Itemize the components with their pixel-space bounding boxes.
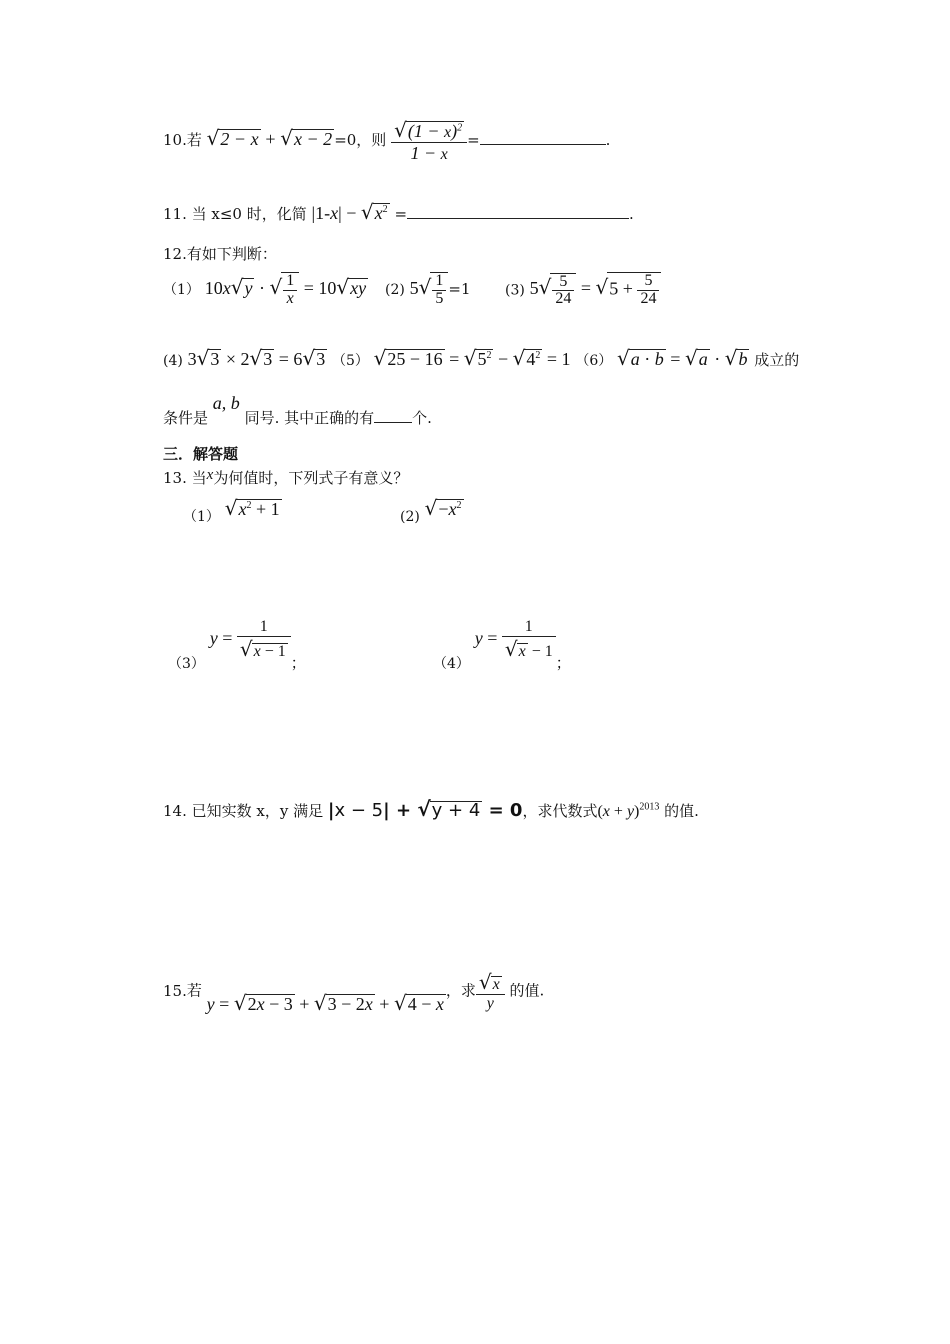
q12-items-4-6 — [163, 346, 799, 370]
q12-label-3: (3) — [505, 282, 525, 299]
q10-sqrt-x-minus-2: √x − 2 — [280, 126, 333, 150]
q15-end: 的值. — [509, 981, 545, 1000]
q13-expr-3: y = $\frac{1}{√x - 1}$ — [210, 628, 291, 648]
q10-prefix: 若 — [186, 131, 202, 149]
q10-number: 10. — [163, 131, 187, 149]
q15-mid: ，求 — [445, 981, 476, 1000]
q13-pre: 当 — [191, 469, 207, 487]
q13-expr-2: $√-x^2$ — [424, 496, 462, 520]
section-title: 三．解答题 — [163, 445, 239, 463]
q12-label-2: (2) — [385, 281, 405, 298]
q12-label-1: （1） — [163, 281, 200, 298]
q14-text: 已知实数 x，y 满足 — [191, 802, 324, 820]
q11-end: . — [629, 205, 634, 223]
q12-expr-2: 5√ $\frac{1}{5}$ — [410, 278, 449, 298]
q13-semi-3: ； — [290, 653, 306, 672]
q13-item-4 — [433, 618, 571, 672]
q12-expr-4: 3√3 × 2√3 = 6√3 — [187, 346, 326, 370]
q12-label-6: （6） — [575, 353, 613, 369]
q10-answer-blank[interactable] — [480, 130, 606, 145]
q13-label-2: (2) — [400, 509, 420, 525]
q12-item-2 — [385, 272, 471, 308]
q12-expr-6: √a · b = √a · √b — [617, 346, 748, 370]
q12-expr-1: 10x√y · √ $\frac{1}{x}$ = 10√xy — [204, 272, 367, 307]
question-10: 10.若 √2 − x + √x − 2 =0，则 $\frac{√(1 - x)^2}{1 - x}$ = . — [163, 118, 611, 163]
q14-condition-expr: |x − 5| + √y + 4 = 0 — [327, 797, 523, 821]
q11-answer-blank[interactable] — [407, 204, 629, 219]
q10-fraction: $\frac{√(1 - x)^2}{1 - x}$ — [391, 118, 467, 164]
q12-label-5: （5） — [331, 353, 369, 369]
q13-item-1 — [183, 496, 282, 526]
q13-item-2 — [400, 496, 464, 526]
q10-end: . — [605, 131, 611, 149]
question-12-title — [163, 243, 277, 264]
q14-power: 2013 — [639, 801, 660, 813]
q11-number: 11. — [163, 205, 187, 223]
q15-pre: 若 — [186, 981, 202, 1000]
q13-expr-1: $√x^2 + 1$ — [224, 496, 280, 520]
q15-fraction: $\frac{√x}{y}$ — [476, 970, 505, 1013]
q13-semi-4: ； — [555, 653, 571, 672]
q11-equals: = — [394, 205, 408, 223]
question-11 — [163, 200, 634, 224]
q13-label-4: （4） — [433, 655, 470, 672]
q12-label-4: (4) — [163, 353, 183, 369]
q12-cond-pre: 条件是 — [163, 409, 209, 427]
q10-equals: = — [467, 131, 480, 149]
q12-number: 12. — [163, 245, 187, 263]
q13-expr-4: y = $\frac{1}{√x - 1}$ — [475, 628, 556, 648]
q13-label-1: （1） — [183, 509, 220, 525]
question-15 — [163, 970, 544, 1013]
q10-sqrt-2-minus-x: √2 − x — [206, 126, 259, 150]
q14-expr: $(x + y)^{2013}$ — [597, 801, 660, 820]
q13-item-3 — [168, 618, 306, 672]
question-14 — [163, 797, 699, 821]
q13-post: 为何值时，下列式子有意义？ — [213, 469, 409, 487]
q12-cond-post: 同号. 其中正确的有 — [244, 409, 375, 427]
q12-eq-2: =1 — [448, 279, 471, 298]
q13-label-3: （3） — [168, 655, 205, 672]
q14-mid: ，求代数式 — [522, 802, 598, 820]
q12-expr-3: 5√ $\frac{5}{24}$ = √5 + $\frac{5}{24}$ — [530, 278, 662, 298]
q12-cond-vars: a, b — [212, 393, 240, 413]
q10-condition: =0，则 — [334, 131, 387, 149]
q15-expr: y = √2x − 3 + √3 − 2x + √4 − x — [206, 990, 444, 1015]
q14-end: 的值. — [664, 802, 699, 820]
q14-number: 14. — [163, 802, 187, 820]
q12-expr-5: $√25 - 16 = √5^2 - √4^2 = 1$ — [373, 346, 571, 370]
q11-text: 当 x≤0 时，化简 — [191, 205, 307, 223]
q13-var: x — [206, 467, 214, 483]
q12-answer-blank[interactable] — [374, 408, 412, 423]
q12-item-1 — [163, 272, 368, 308]
question-13 — [163, 467, 408, 488]
q11-expression: $|1-x| - √x^2$ — [311, 200, 388, 224]
q12-condition — [163, 393, 432, 427]
q12-tail: 成立的 — [754, 351, 800, 369]
q15-number: 15. — [163, 981, 187, 1000]
q13-number: 13. — [163, 469, 187, 487]
q12-cond-end: 个. — [412, 409, 432, 427]
q12-title: 有如下判断： — [186, 245, 277, 263]
q12-item-3 — [505, 272, 661, 308]
